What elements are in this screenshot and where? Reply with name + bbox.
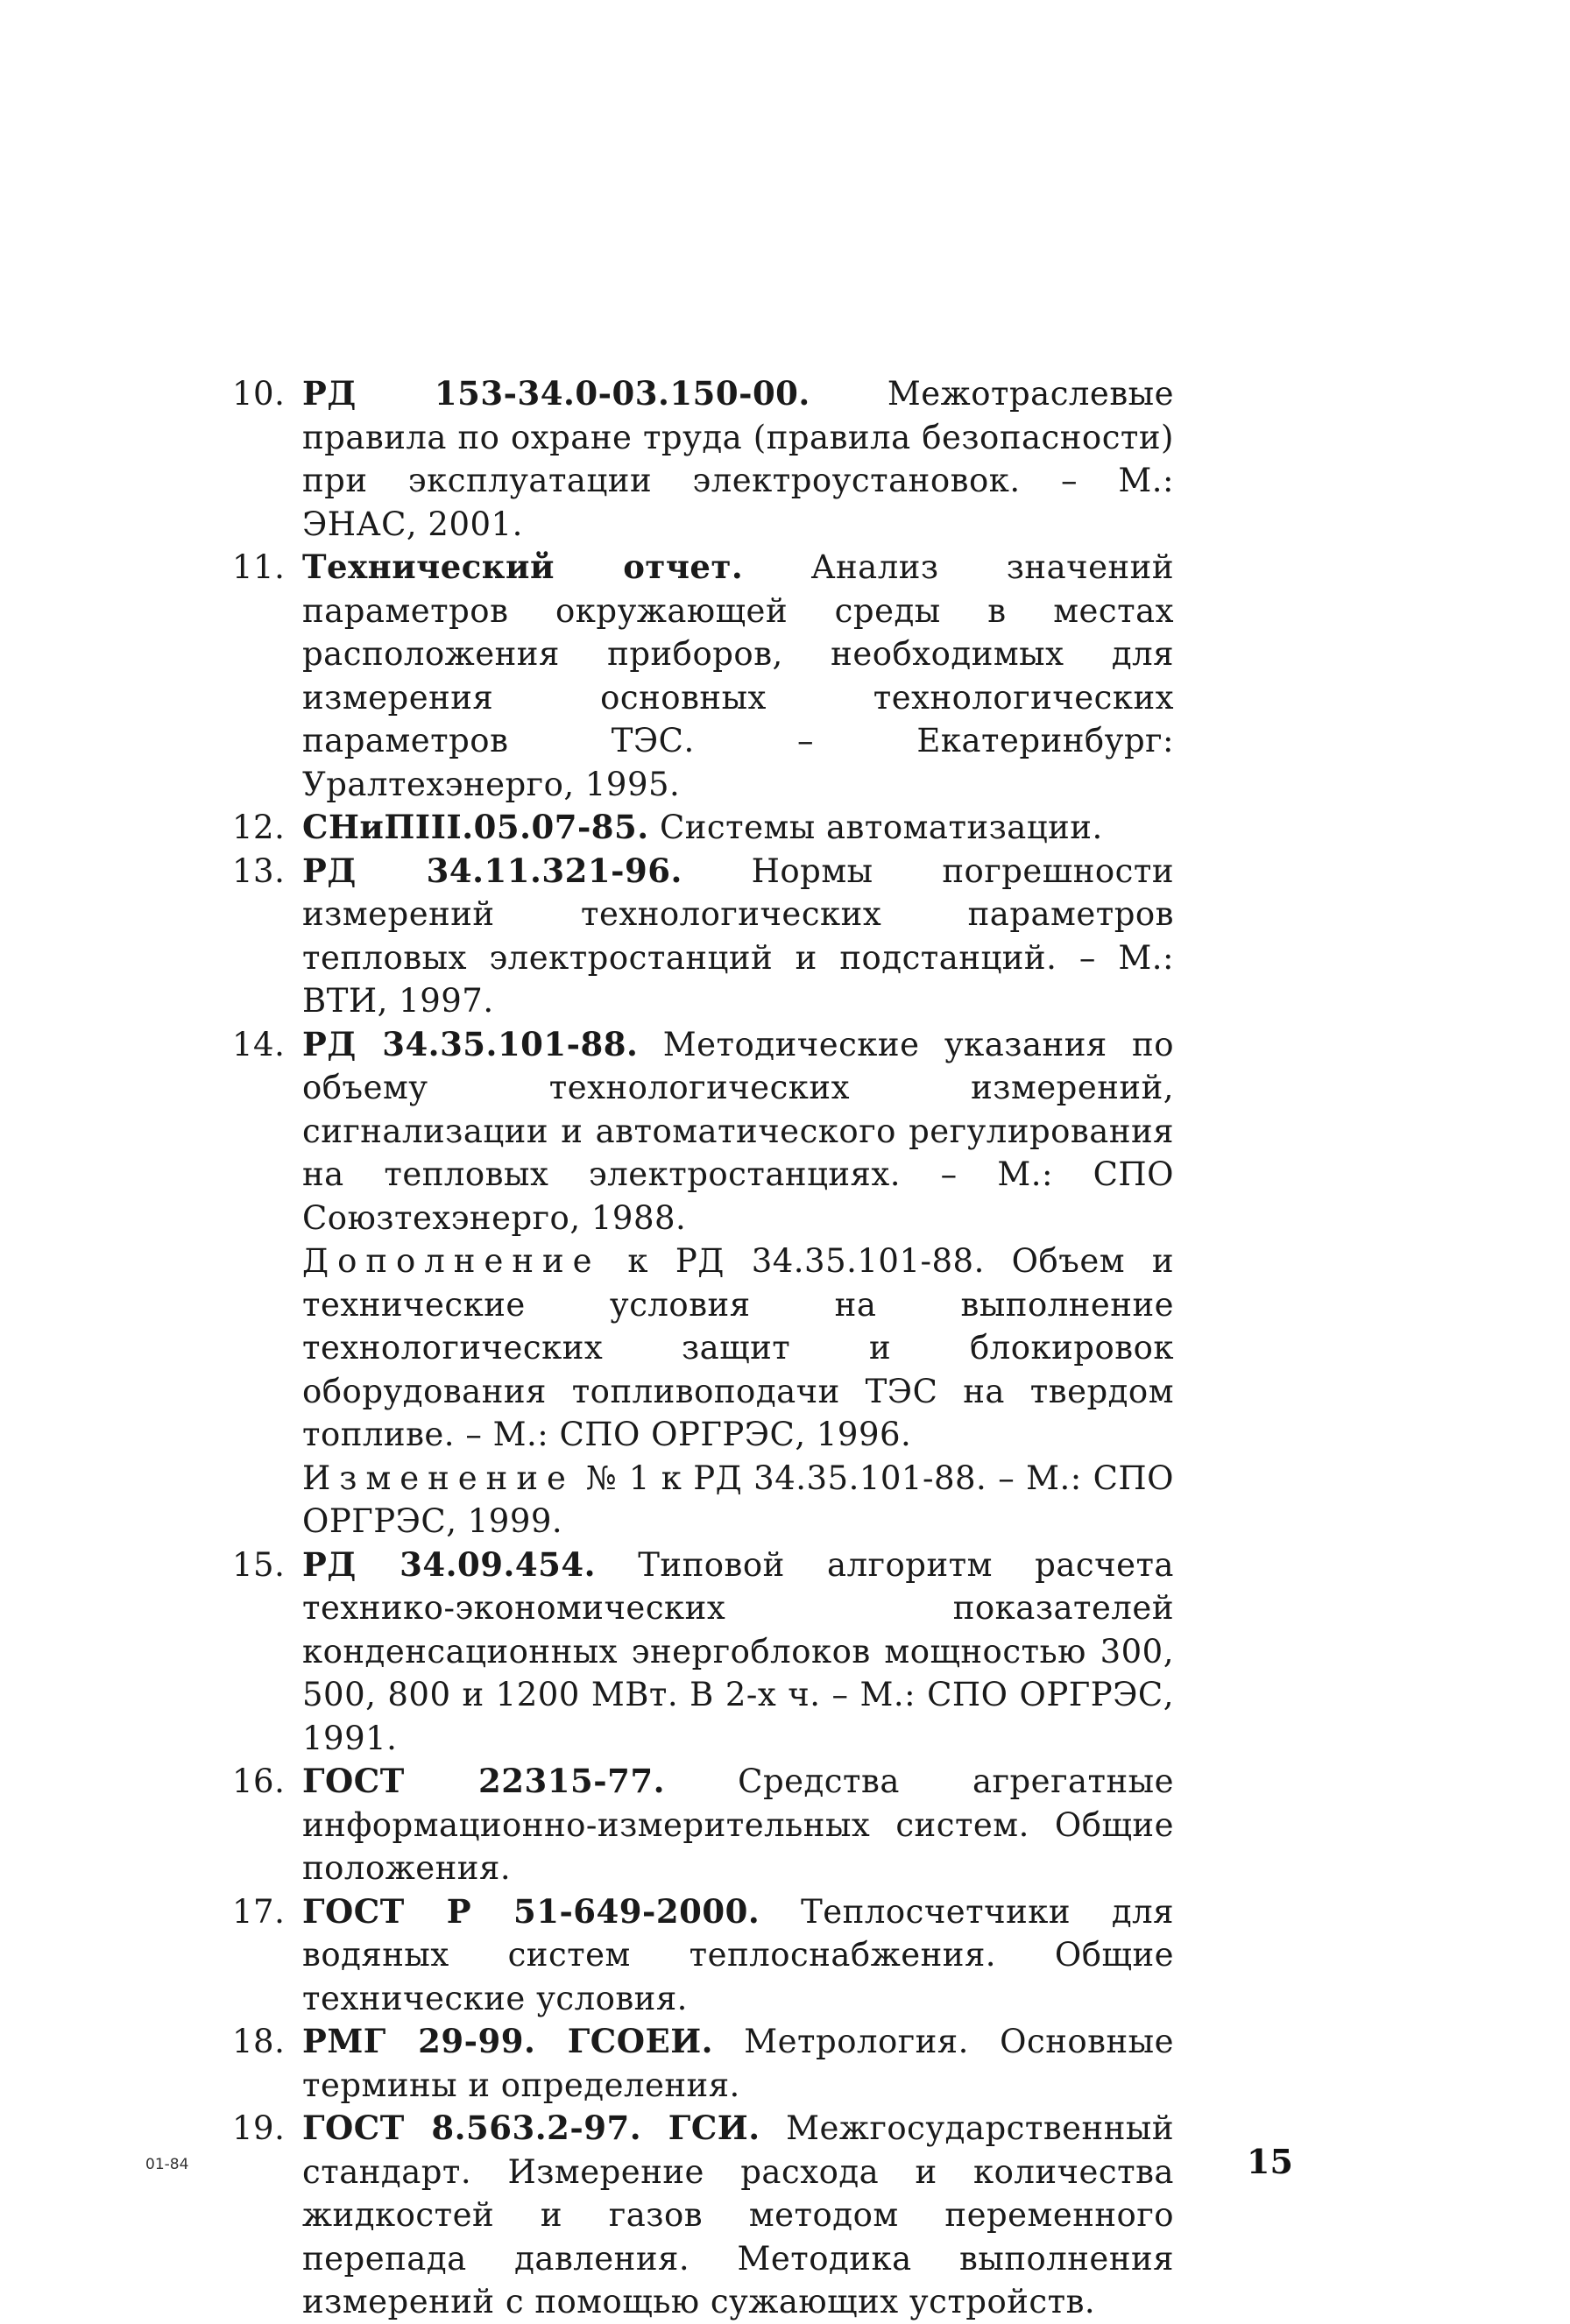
reference-code: ГОСТ 8.563.2-97. ГСИ.: [302, 2109, 760, 2147]
reference-number: 17.: [232, 1892, 286, 1931]
reference-text: Теплосчетчики для водяных систем теплоснабжения. Общие технические условия.: [302, 1892, 1175, 2017]
reference-code: РМГ 29-99. ГСОЕИ.: [302, 2022, 714, 2060]
reference-amendment: [302, 1457, 1174, 1543]
reference-text: Анализ значений параметров окружающей среды в местах расположения приборов, необходимых для измерения основных технологических параметров ТЭС. – Екатеринбург: Уралтехэнерго, 1995.: [302, 548, 1174, 803]
reference-item-17: [232, 1890, 1174, 2021]
reference-item-12: [232, 806, 1174, 850]
footer-print-code: 01-84: [145, 2156, 189, 2173]
addendum-label: Дополнение: [302, 1242, 601, 1280]
addendum-text: к РД 34.35.101-88. Объем и технические условия на выполнение технологических защит и блокировок оборудования топливоподачи ТЭС на твердом топливе. – М.: СПО ОРГРЭС, 1996.: [302, 1242, 1174, 1453]
reference-text: Средства агрегатные информационно-измерительных систем. Общие положения.: [302, 1762, 1174, 1887]
page-number: 15: [1247, 2142, 1293, 2181]
reference-number: 15.: [232, 1545, 286, 1584]
amendment-text: № 1 к РД 34.35.101-88. – М.: СПО ОРГРЭС, 1999.: [302, 1459, 1174, 1540]
reference-code: РД 34.35.101-88.: [302, 1024, 639, 1063]
reference-text: Типовой алгоритм расчета технико-экономических показателей конденсационных энергоблоков мощностью 300, 500, 800 и 1200 МВт. В 2-х ч. – М.: СПО ОРГРЭС, 1991.: [302, 1545, 1174, 1757]
reference-text: Межотраслевые правила по охране труда (правила безопасности) при эксплуатации электроустановок. – М.: ЭНАС, 2001.: [302, 375, 1174, 543]
reference-item-14: [232, 1023, 1174, 1543]
reference-code: Технический отчет.: [302, 547, 744, 586]
reference-number: 14.: [232, 1025, 286, 1063]
reference-item-16: [232, 1760, 1174, 1890]
reference-item-19: [232, 2107, 1174, 2324]
reference-code: ГОСТ 22315-77.: [302, 1762, 665, 1800]
reference-text: Метрология. Основные термины и определения.: [302, 2023, 1174, 2104]
reference-item-18: [232, 2020, 1174, 2107]
reference-number: 10.: [232, 375, 286, 413]
reference-number: 19.: [232, 2109, 286, 2147]
reference-number: 11.: [232, 548, 286, 586]
reference-number: 12.: [232, 809, 286, 846]
reference-code: СНиПIII.05.07-85.: [302, 808, 649, 846]
reference-text: Нормы погрешности измерений технологических параметров тепловых электростанций и подстанций. – М.: ВТИ, 1997.: [302, 851, 1174, 1020]
reference-code: РД 34.11.321-96.: [302, 851, 682, 890]
reference-text: Методические указания по объему технологических измерений, сигнализации и автоматического регулирования на тепловых электростанциях. – М.: СПО Союзтехэнерго, 1988.: [302, 1025, 1174, 1237]
reference-item-10: [232, 372, 1174, 546]
reference-addendum: [302, 1240, 1174, 1457]
reference-code: ГОСТ Р 51-649-2000.: [302, 1891, 760, 1931]
reference-text: Межгосударственный стандарт. Измерение расхода и количества жидкостей и газов методом переменного перепада давления. Методика выполнения измерений с помощью сужающих устройств.: [302, 2109, 1174, 2320]
reference-text: Системы автоматизации.: [648, 809, 1103, 846]
reference-code: РД 153-34.0-03.150-00.: [302, 374, 810, 413]
amendment-label: Изменение: [302, 1459, 575, 1497]
reference-list: [232, 372, 1174, 2324]
reference-code: РД 34.09.454.: [302, 1544, 596, 1584]
reference-item-11: [232, 546, 1174, 806]
reference-number: 13.: [232, 851, 286, 890]
reference-number: 16.: [232, 1762, 286, 1800]
reference-number: 18.: [232, 2023, 286, 2060]
reference-item-13: [232, 850, 1174, 1023]
reference-item-15: [232, 1543, 1174, 1761]
